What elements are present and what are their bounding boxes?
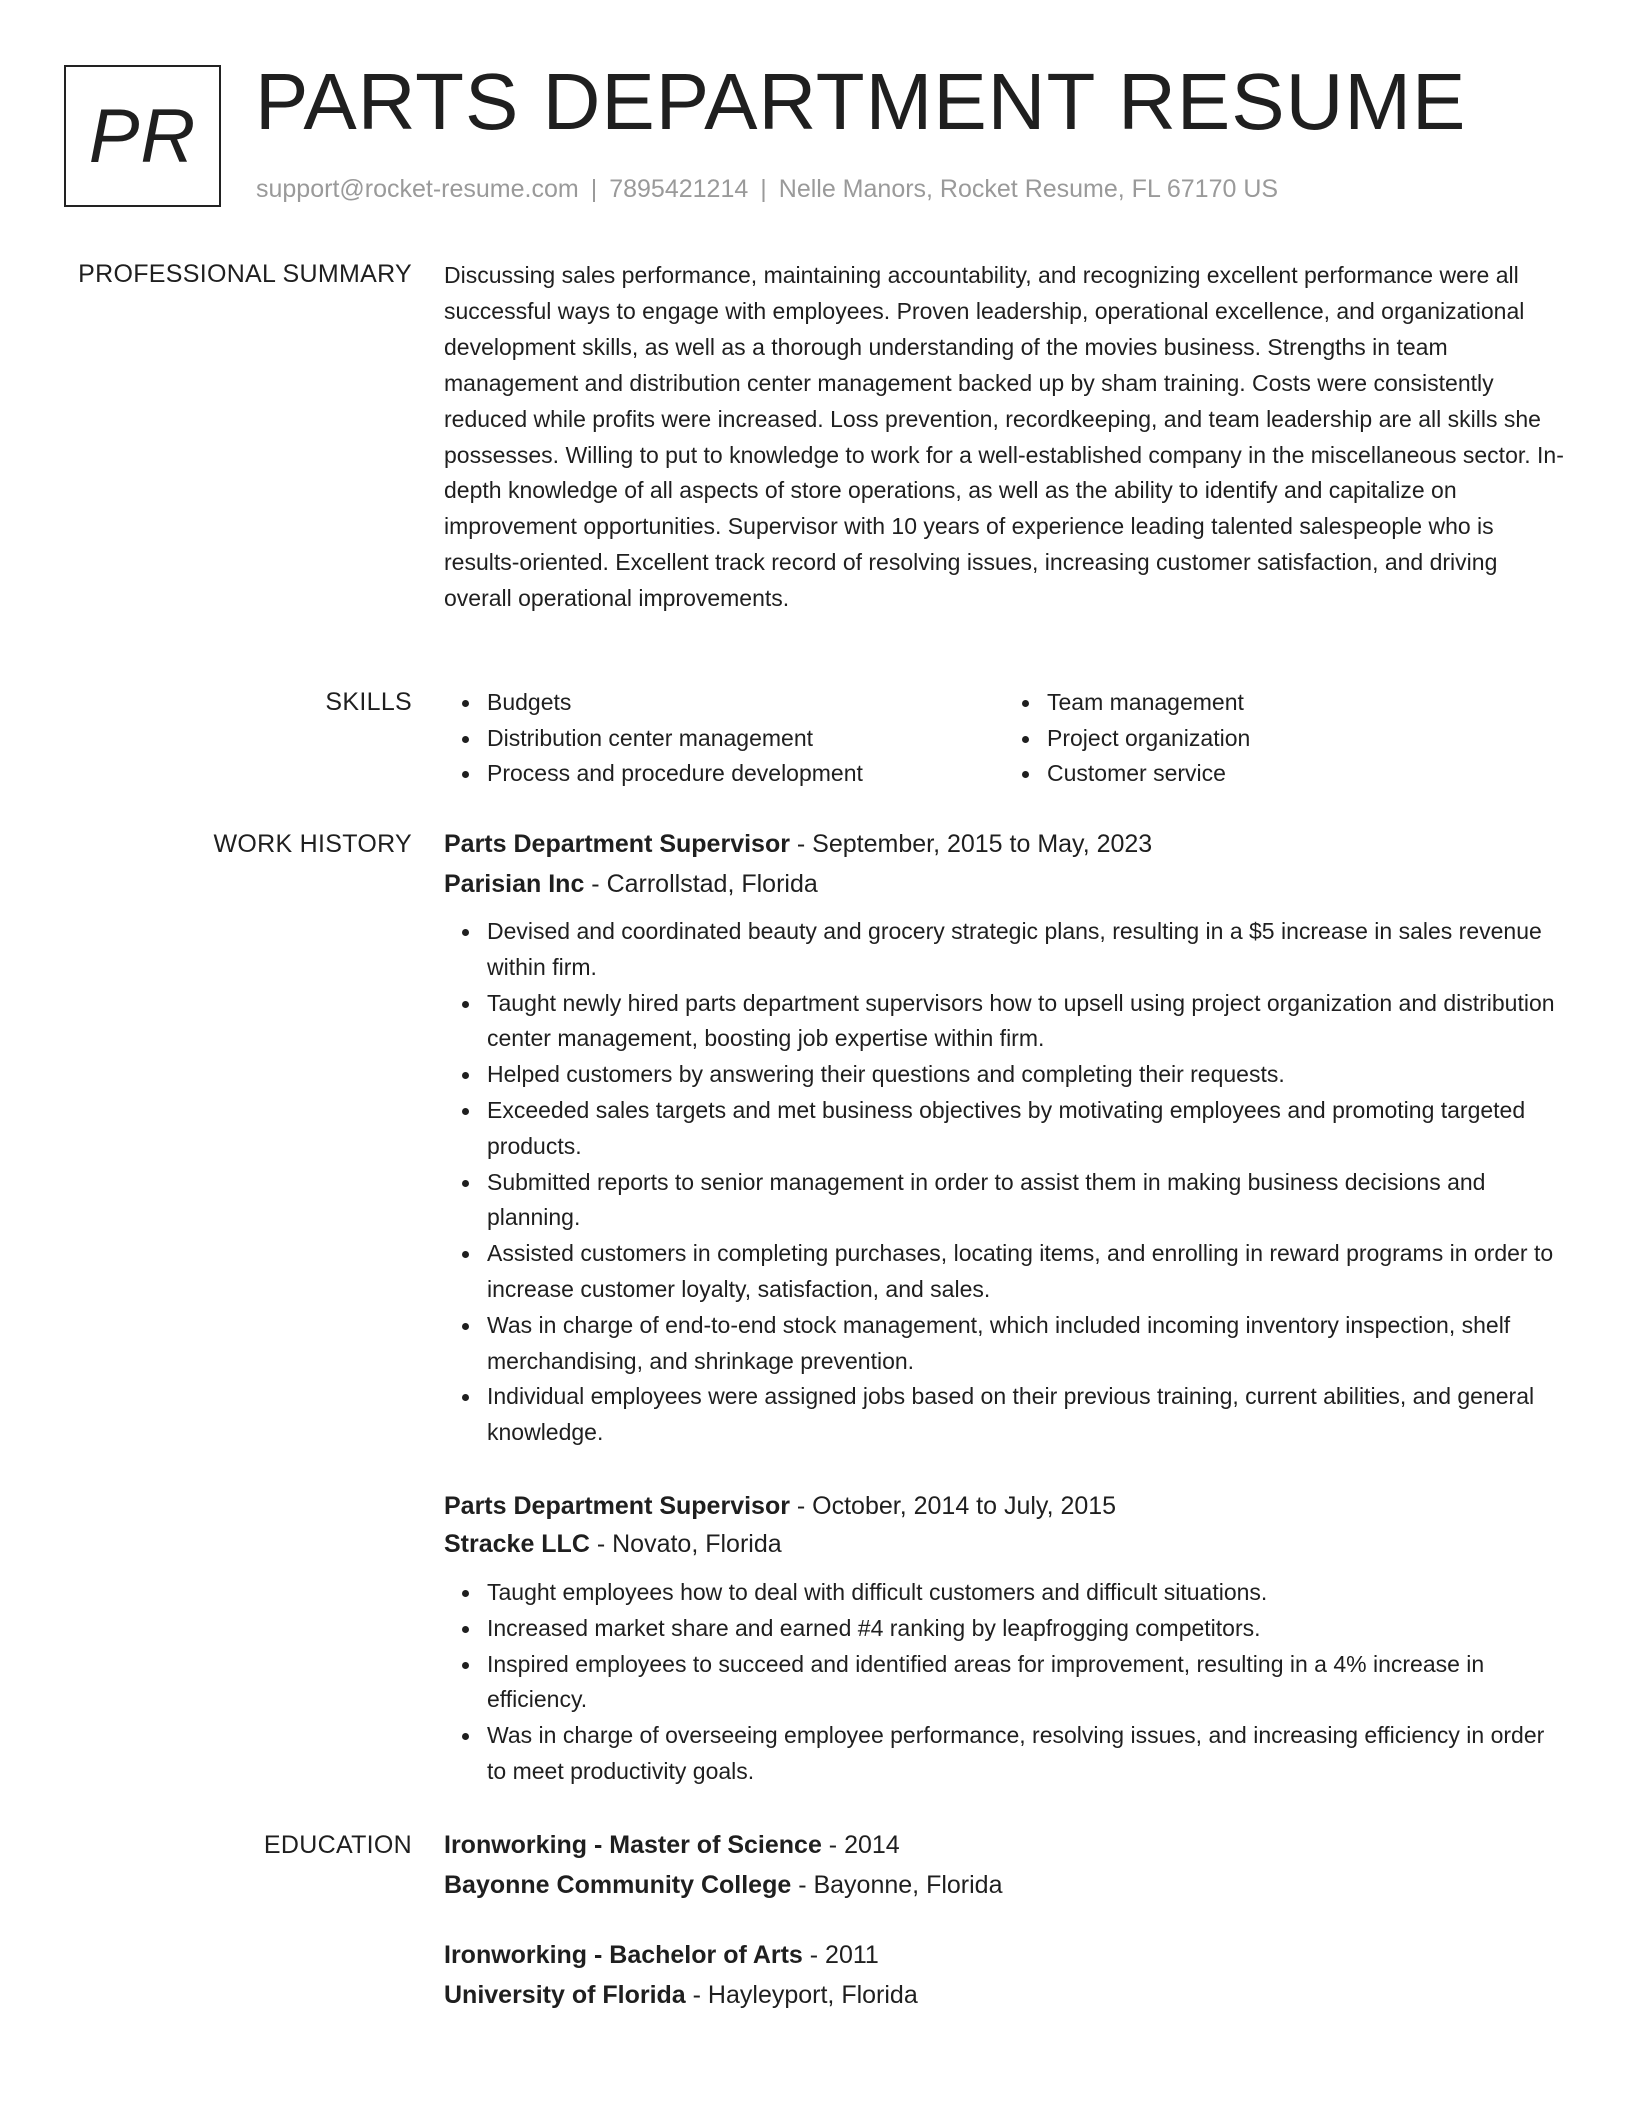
summary-text: Discussing sales performance, maintaining accountability, and recognizing excellent performance were all successful ways to engage with employees. Proven leadership, operational excellence, and organizational development skills, as well as a thorough understanding of the movies business. Strengths in team management and distribution center management backed up by sham training. Costs were consistently reduced while profits were increased. Loss prevention, recordkeeping, and team leadership are all skills she possesses. Willing to put to knowledge to work for a well-established company in the miscellaneous sector. In-depth knowledge of all aspects of store operations, as well as the ability to identify and capitalize on improvement opportunities. Supervisor with 10 years of experience leading talented salespeople who is results-oriented. Excellent track record of resolving issues, increasing customer satisfaction, and driving overall operational improvements. xyxy=(444,262,1564,612)
summary-section xyxy=(444,258,1564,617)
job-bullet: Exceeded sales targets and met business objectives by motivating employees and promoting targeted products. xyxy=(487,1093,1564,1165)
job-bullet: Devised and coordinated beauty and grocery strategic plans, resulting in a $5 increase in sales revenue within firm. xyxy=(487,914,1564,986)
job-bullets xyxy=(444,1575,1564,1790)
education-school: Bayonne Community College xyxy=(444,1871,792,1899)
job-bullet: Was in charge of overseeing employee performance, resolving issues, and increasing efficiency in order to meet productivity goals. xyxy=(487,1718,1564,1790)
job-title-line xyxy=(444,825,1564,863)
summary-heading: PROFESSIONAL SUMMARY xyxy=(78,260,412,288)
job-bullet: Submitted reports to senior management in order to assist them in making business decisions and planning. xyxy=(487,1165,1564,1237)
job-bullet: Was in charge of end-to-end stock management, which included incoming inventory inspection, shelf merchandising, and shrinkage prevention. xyxy=(487,1308,1564,1380)
contact-separator: | xyxy=(760,175,767,203)
job-location: - Carrollstad, Florida xyxy=(584,870,818,898)
job-company-line xyxy=(444,865,1564,903)
skills-list-left xyxy=(444,685,1004,792)
contact-separator: | xyxy=(590,175,598,203)
skill-item: Distribution center management xyxy=(487,721,1004,757)
education-degree: Ironworking - Master of Science xyxy=(444,1831,822,1859)
job-bullet: Inspired employees to succeed and identified areas for improvement, resulting in a 4% increase in efficiency. xyxy=(487,1647,1564,1719)
job-dates: - September, 2015 to May, 2023 xyxy=(789,830,1153,858)
education-degree-line xyxy=(444,1826,1564,1864)
work-history-heading: WORK HISTORY xyxy=(213,830,412,858)
education-school-line xyxy=(444,1866,1564,1904)
contact-phone: 7895421214 xyxy=(609,175,749,203)
education-entry xyxy=(444,1936,1564,2014)
job-bullet: Individual employees were assigned jobs based on their previous training, current abilities, and general knowledge. xyxy=(487,1379,1564,1451)
skills-section xyxy=(444,685,1564,792)
education-year: - 2014 xyxy=(821,1831,900,1859)
job-company: Stracke LLC xyxy=(444,1530,590,1558)
contact-line xyxy=(256,172,1278,206)
skill-item: Process and procedure development xyxy=(487,756,1004,792)
job-bullet: Increased market share and earned #4 ranking by leapfrogging competitors. xyxy=(487,1611,1564,1647)
job-location: - Novato, Florida xyxy=(589,1530,782,1558)
job-bullet: Taught employees how to deal with difficult customers and difficult situations. xyxy=(487,1575,1564,1611)
education-location: - Bayonne, Florida xyxy=(791,1871,1003,1899)
job-bullet: Taught newly hired parts department supervisors how to upsell using project organization and distribution center management, boosting job expertise within firm. xyxy=(487,986,1564,1058)
job-bullets xyxy=(444,914,1564,1451)
job-title-line xyxy=(444,1487,1564,1525)
job-company-line xyxy=(444,1525,1564,1563)
skill-item: Team management xyxy=(1047,685,1564,721)
monogram-box xyxy=(64,65,221,207)
resume-title: PARTS DEPARTMENT RESUME xyxy=(255,57,1467,146)
education-year: - 2011 xyxy=(802,1941,879,1969)
contact-address: Nelle Manors, Rocket Resume, FL 67170 US xyxy=(778,175,1279,203)
education-degree-line xyxy=(444,1936,1564,1974)
education-school: University of Florida xyxy=(444,1981,686,2009)
skill-item: Budgets xyxy=(487,685,1004,721)
skills-list-right xyxy=(1004,685,1564,792)
education-entry xyxy=(444,1826,1564,1904)
job-entry xyxy=(444,1487,1564,1790)
skill-item: Customer service xyxy=(1047,756,1564,792)
monogram-initials: PR xyxy=(88,93,197,179)
skills-heading: SKILLS xyxy=(325,688,412,716)
job-dates: - October, 2014 to July, 2015 xyxy=(789,1492,1117,1520)
job-company: Parisian Inc xyxy=(444,870,585,898)
education-location: - Hayleyport, Florida xyxy=(685,1981,918,2009)
job-title: Parts Department Supervisor xyxy=(444,830,790,858)
job-title: Parts Department Supervisor xyxy=(444,1492,790,1520)
education-degree: Ironworking - Bachelor of Arts xyxy=(444,1941,803,1969)
job-bullet: Helped customers by answering their questions and completing their requests. xyxy=(487,1057,1564,1093)
skill-item: Project organization xyxy=(1047,721,1564,757)
job-entry xyxy=(444,825,1564,1451)
education-heading: EDUCATION xyxy=(263,1831,412,1859)
job-bullet: Assisted customers in completing purchases, locating items, and enrolling in reward programs in order to increase customer loyalty, satisfaction, and sales. xyxy=(487,1236,1564,1308)
contact-email: support@rocket-resume.com xyxy=(256,175,579,203)
education-school-line xyxy=(444,1976,1564,2014)
